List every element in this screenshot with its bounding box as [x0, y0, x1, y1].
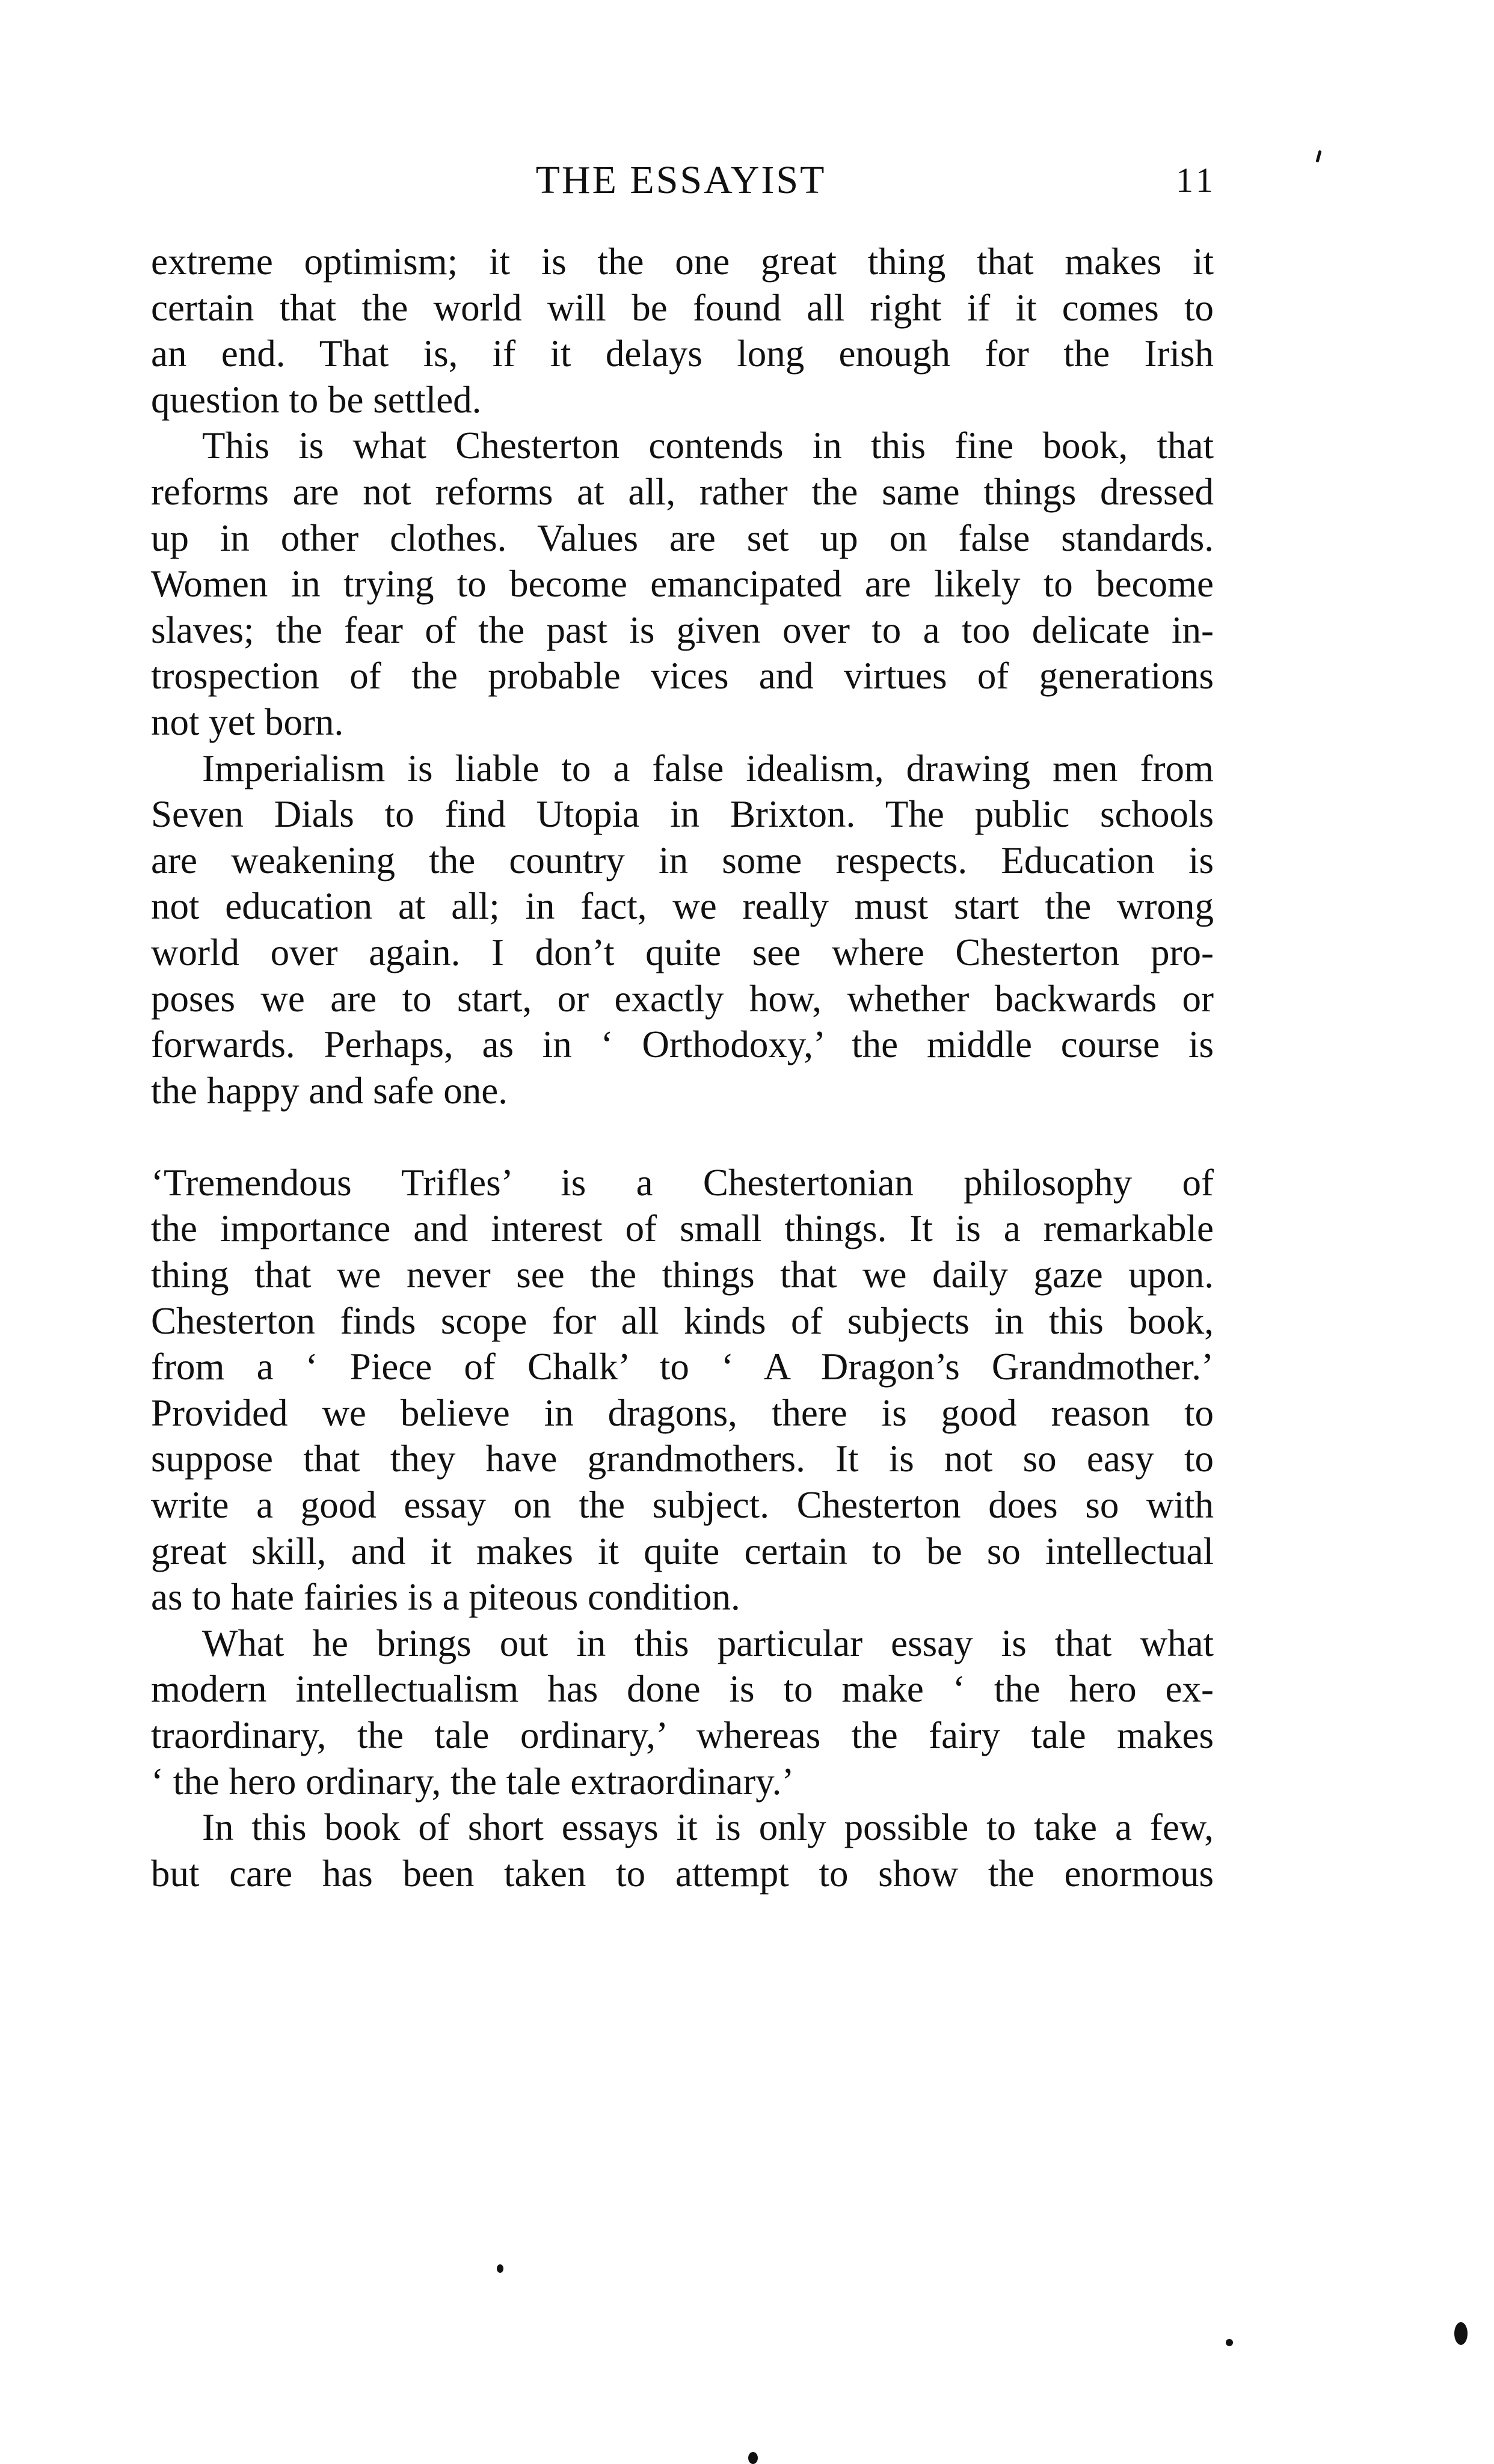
- text-line: certain that the world will be found all right if it comes to: [151, 286, 1214, 329]
- text-line: slaves; the fear of the past is given over to a too delicate in-: [151, 608, 1214, 651]
- text-line: write a good essay on the subject. Chesterton does so with: [151, 1484, 1214, 1527]
- text-line: What he brings out in this particular essay is that what: [202, 1622, 1214, 1664]
- text-line: the happy and safe one.: [151, 1069, 508, 1112]
- paragraph: [151, 746, 1214, 1114]
- page-header: [0, 153, 1494, 207]
- ink-speck: [748, 2452, 758, 2464]
- text-line: traordinary, the tale ordinary,’ whereas the fairy tale makes: [151, 1714, 1214, 1756]
- ink-speck: [1226, 2339, 1233, 2346]
- text-line: world over again. I don’t quite see where Chesterton pro-: [151, 931, 1214, 973]
- text-line: but care has been taken to attempt to show the enormous: [151, 1852, 1214, 1895]
- text-line: not education at all; in fact, we really must start the wrong: [151, 885, 1214, 928]
- text-line: Women in trying to become emancipated are likely to become: [151, 563, 1214, 605]
- text-line: from a ‘ Piece of Chalk’ to ‘ A Dragon’s Grandmother.’: [151, 1346, 1214, 1388]
- text-line: This is what Chesterton contends in this fine book, that: [202, 424, 1214, 467]
- text-line: poses we are to start, or exactly how, whether backwards or: [151, 977, 1214, 1020]
- text-line: as to hate fairies is a piteous condition.: [151, 1576, 740, 1619]
- paragraph: [151, 239, 1214, 423]
- text-line: forwards. Perhaps, as in ‘ Orthodoxy,’ the middle course is: [151, 1023, 1214, 1066]
- running-title: THE ESSAYIST: [535, 158, 826, 202]
- text-line: reforms are not reforms at all, rather the same things dressed: [151, 470, 1214, 513]
- text-line: Chesterton finds scope for all kinds of subjects in this book,: [151, 1299, 1214, 1342]
- page-body: [151, 239, 1214, 1896]
- paragraph: [151, 423, 1214, 745]
- text-line: extreme optimism; it is the one great thing that makes it: [151, 241, 1214, 283]
- text-line: question to be settled.: [151, 378, 482, 421]
- text-line: up in other clothes. Values are set up on false standards.: [151, 516, 1214, 559]
- text-line: trospection of the probable vices and virtues of generations: [151, 655, 1214, 697]
- text-line: In this book of short essays it is only possible to take a few,: [202, 1806, 1214, 1849]
- paragraph: [151, 1620, 1214, 1804]
- text-line: ‘Tremendous Trifles’ is a Chestertonian philosophy of: [151, 1161, 1214, 1204]
- text-line: not yet born.: [151, 700, 344, 743]
- text-line: modern intellectualism has done is to make ‘ the hero ex-: [151, 1668, 1214, 1711]
- ink-speck: [497, 2264, 503, 2273]
- section-break: [151, 1114, 1214, 1160]
- text-line: the importance and interest of small things. It is a remarkable: [151, 1207, 1214, 1250]
- text-line: Imperialism is liable to a false idealism, drawing men from: [202, 747, 1214, 789]
- paragraph: [151, 1804, 1214, 1896]
- page-number: 11: [1176, 161, 1217, 200]
- text-line: Provided we believe in dragons, there is good reason to: [151, 1391, 1214, 1434]
- text-line: thing that we never see the things that we daily gaze upon.: [151, 1254, 1214, 1296]
- text-line: are weakening the country in some respects. Education is: [151, 839, 1214, 881]
- text-line: an end. That is, if it delays long enough for the Irish: [151, 333, 1214, 375]
- text-line: suppose that they have grandmothers. It is not so easy to: [151, 1438, 1214, 1480]
- text-line: great skill, and it makes it quite certain to be so intellectual: [151, 1530, 1214, 1572]
- paragraph: [151, 1160, 1214, 1620]
- text-line: ‘ the hero ordinary, the tale extraordinary.’: [151, 1760, 795, 1803]
- ink-speck: [1454, 2322, 1468, 2345]
- text-line: Seven Dials to find Utopia in Brixton. The public schools: [151, 793, 1214, 836]
